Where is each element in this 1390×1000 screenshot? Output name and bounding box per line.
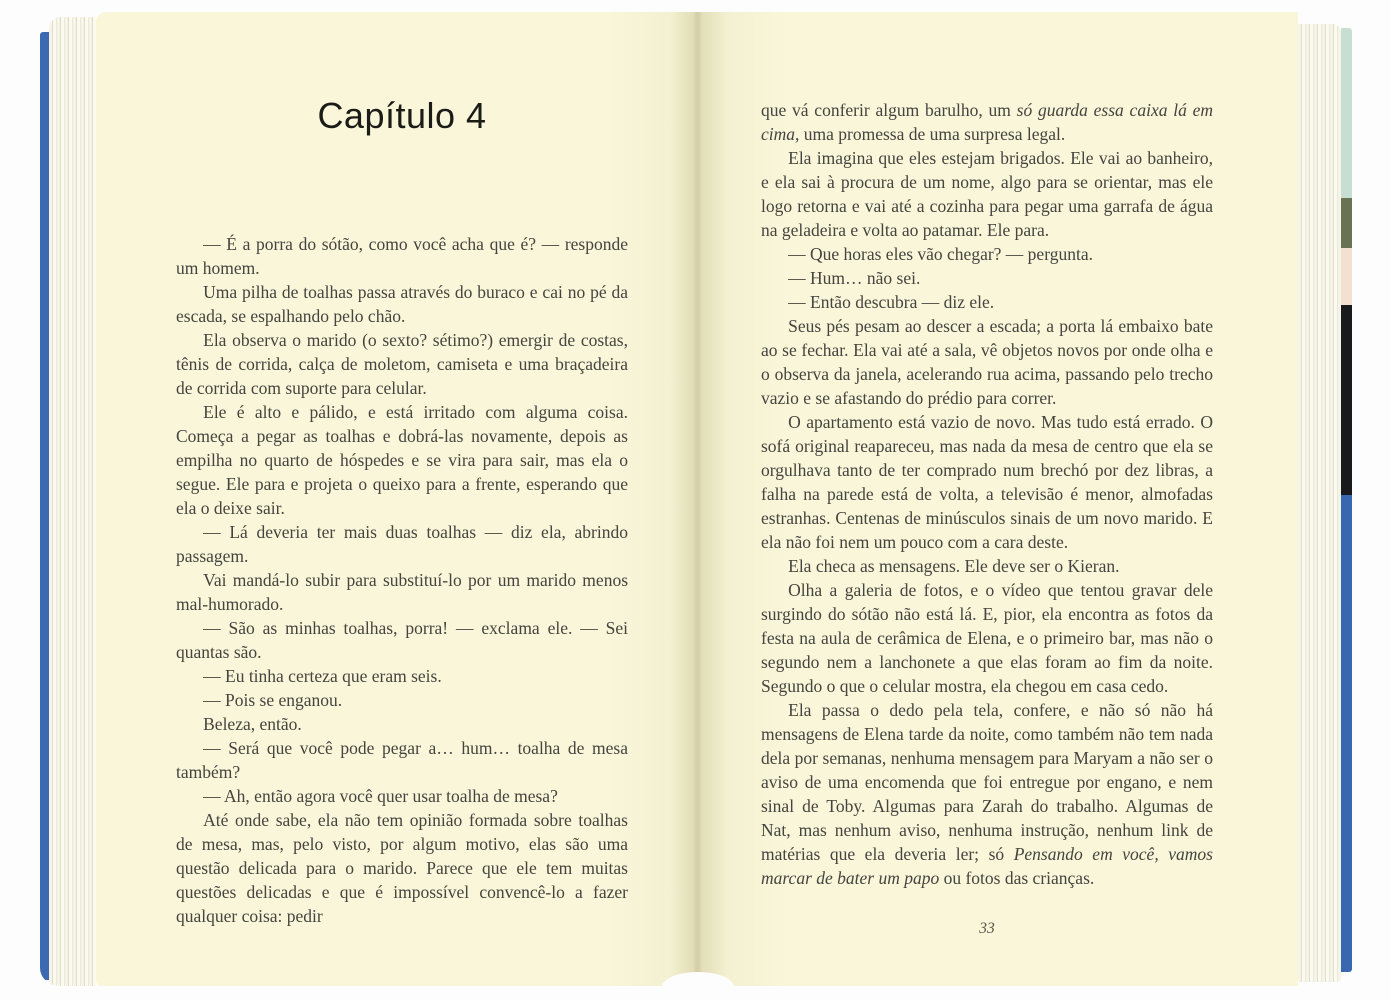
right-page xyxy=(697,12,1298,986)
paragraph: — Lá deveria ter mais duas toalhas — diz ela, abrindo passagem. xyxy=(176,522,628,566)
paragraph: Ela observa o marido (o sexto? sétimo?) emergir de costas, tênis de corrida, calça de moletom, camiseta e uma braçadeira de corrida com suporte para celular. xyxy=(176,330,628,398)
paragraph: — É a porra do sótão, como você acha que é? — responde um homem. xyxy=(176,234,628,278)
paragraph: — Que horas eles vão chegar? — pergunta. xyxy=(788,244,1093,264)
paragraph: Vai mandá-lo subir para substituí-lo por um marido menos mal-humorado. xyxy=(176,570,628,614)
paragraph: que vá conferir algum barulho, um só guarda essa caixa lá em cima, uma promessa de uma surpresa legal. xyxy=(761,100,1213,144)
paragraph: Beleza, então. xyxy=(203,714,302,734)
jacket-band-olive-blur xyxy=(1341,198,1352,248)
jacket-band-dark-clothing xyxy=(1341,305,1352,495)
paragraph: — Então descubra — diz ele. xyxy=(788,292,995,312)
left-page-text xyxy=(176,232,628,928)
paragraph: Seus pés pesam ao descer a escada; a porta lá embaixo bate ao se fechar. Ela vai até a sala, vê objetos novos por onde olha e o observa da janela, acelerando rua acima, passando pelo trecho vazio e se afastando do prédio para correr. xyxy=(761,316,1213,408)
page-edges-right xyxy=(1298,24,1341,982)
paragraph: — Será que você pode pegar a… hum… toalha de mesa também? xyxy=(176,738,628,782)
open-book xyxy=(40,12,1352,986)
book-cover-spine-left xyxy=(40,32,49,980)
paragraph: — Pois se enganou. xyxy=(203,690,343,710)
paragraph: Uma pilha de toalhas passa através do buraco e cai no pé da escada, se espalhando pelo chão. xyxy=(176,282,628,326)
left-page xyxy=(96,12,697,986)
paragraph: Ela imagina que eles estejam brigados. Ele vai ao banheiro, e ela sai à procura de um nome, algo para se orientar, mas ele logo retorna e vai até a cozinha para pegar uma garrafa de água na geladeira e volta ao patamar. Ele para. xyxy=(761,148,1213,240)
chapter-title: Capítulo 4 xyxy=(317,95,487,136)
jacket-band-teal-top xyxy=(1341,28,1352,198)
paragraph: Ele é alto e pálido, e está irritado com alguma coisa. Começa a pegar as toalhas e dobrá-las novamente, depois as empilha no quarto de hóspedes e se vira para sair, mas ela o segue. Ele para e projeta o queixo para a frente, esperando que ela o deixe sair. xyxy=(176,402,628,518)
paragraph: O apartamento está vazio de novo. Mas tudo está errado. O sofá original reapareceu, mas nada da mesa de centro que ela se orgulhava tanto de ter comprado num brechó por dez libras, a falha na parede está de volta, a televisão é menor, almofadas estranhas. Centenas de minúsculos sinais de um novo marido. E ela não foi nem um pouco com a cara deste. xyxy=(761,412,1213,552)
paragraph: Ela passa o dedo pela tela, confere, e não só não há mensagens de Elena tarde da noite, como também não tem nada dela por semanas, nenhuma mensagem para Maryam a não ser o aviso de uma encomenda que foi entregue por engano, e nem sinal de Toby. Algumas para Zarah do trabalho. Algumas de Nat, mas nenhum aviso, nenhuma instrução, nenhum link de matérias que ela deveria ler; só Pensando em você, vamos marcar de bater um papo ou fotos das crianças. xyxy=(761,700,1213,888)
jacket-band-blue-cover xyxy=(1341,495,1352,972)
paragraph: — Eu tinha certeza que eram seis. xyxy=(203,666,442,686)
back-flap-photo-edge xyxy=(1341,28,1352,972)
paragraph: — Ah, então agora você quer usar toalha de mesa? xyxy=(203,786,558,806)
paragraph: — São as minhas toalhas, porra! — exclama ele. — Sei quantas são. xyxy=(176,618,628,662)
jacket-band-skin-tone xyxy=(1341,248,1352,305)
right-page-text xyxy=(761,98,1213,890)
paragraph: Olha a galeria de fotos, e o vídeo que tentou gravar dele surgindo do sótão não está lá. E, pior, ela encontra as fotos da festa na aula de cerâmica de Elena, e o primeiro bar, mas não o segundo nem a lanchonete a que elas foram ao fim da noite. Segundo o que o celular mostra, ela chegou em casa cedo. xyxy=(761,580,1213,696)
paragraph: Até onde sabe, ela não tem opinião formada sobre toalhas de mesa, mas, pelo visto, por algum motivo, elas são uma questão delicada para o marido. Parece que ele tem muitas questões delicadas e que é impossível convencê-lo a fazer qualquer coisa: pedir xyxy=(176,810,628,926)
page-number: 33 xyxy=(979,920,995,937)
paragraph: Ela checa as mensagens. Ele deve ser o Kieran. xyxy=(788,556,1120,576)
paragraph: — Hum… não sei. xyxy=(788,268,921,288)
page-edges-left xyxy=(49,17,96,986)
